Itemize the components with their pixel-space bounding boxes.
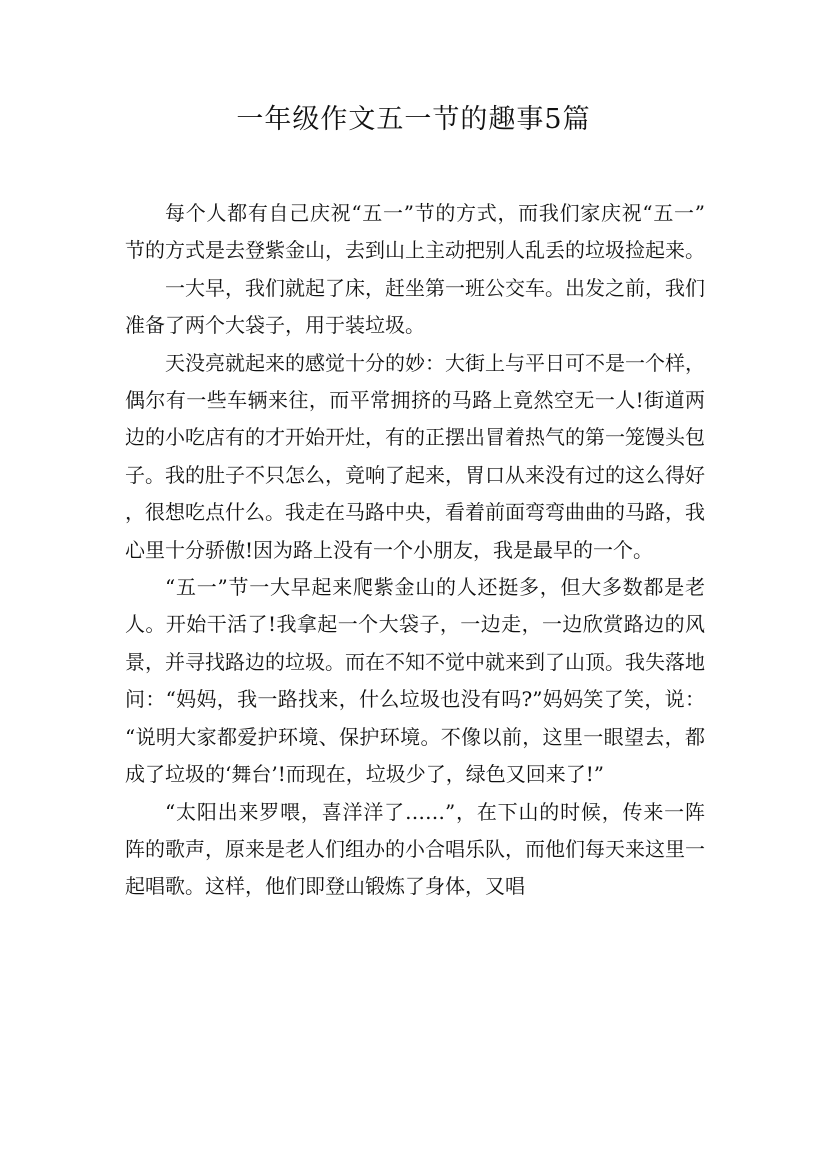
paragraph-4: “五一”节一大早起来爬紫金山的人还挺多，但大多数都是老人。开始干活了!我拿起一个大袋子，一边走，一边欣赏路边的风景，并寻找路边的垃圾。而在不知不觉中就来到了山顶。我失落地问：“妈妈，我一路找来，什么垃圾也没有吗?”妈妈笑了笑，说：“说明大家都爱护环境、保护环境。不像以前，这里一眼望去，都成了垃圾的‘舞台’!而现在，垃圾少了，绿色又回来了!” [125, 575, 705, 787]
paragraph-3: 天没亮就起来的感觉十分的妙：大街上与平日可不是一个样，偶尔有一些车辆来往，而平常拥挤的马路上竟然空无一人!街道两边的小吃店有的才开始开灶，有的正摆出冒着热气的第一笼馒头包子。我的肚子不只怎么，竟响了起来，胃口从来没有过的这么得好，很想吃点什么。我走在马路中央，看着前面弯弯曲曲的马路，我心里十分骄傲!因为路上没有一个小朋友，我是最早的一个。 [125, 350, 705, 562]
paragraph-1: 每个人都有自己庆祝“五一”节的方式，而我们家庆祝“五一”节的方式是去登紫金山，去到山上主动把别人乱丢的垃圾捡起来。 [125, 201, 705, 263]
document-title: 一年级作文五一节的趣事5篇 [236, 104, 591, 135]
document-body [125, 195, 705, 906]
paragraph-5: “太阳出来罗喂，喜洋洋了……”，在下山的时候，传来一阵阵的歌声，原来是老人们组办的小合唱乐队，而他们每天来这里一起唱歌。这样，他们即登山锻炼了身体，又唱 [125, 799, 705, 899]
paragraph-2: 一大早，我们就起了床，赶坐第一班公交车。出发之前，我们准备了两个大袋子，用于装垃圾。 [125, 275, 705, 338]
